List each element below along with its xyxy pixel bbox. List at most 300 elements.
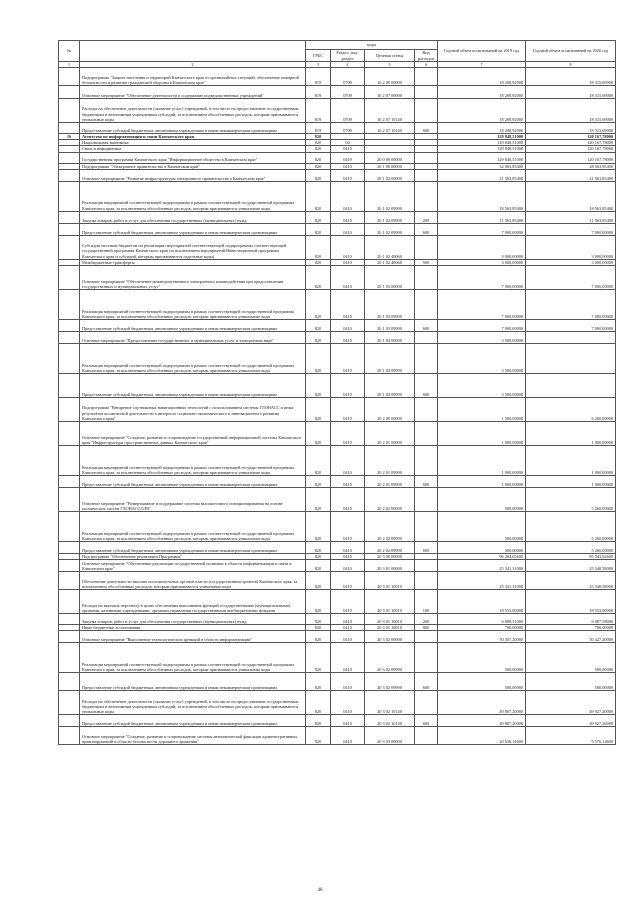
row-target: 16 2 07 10140 — [365, 99, 415, 123]
row-grbs: 820 — [306, 590, 331, 614]
table-row — [59, 99, 616, 123]
row-vid: 600 — [415, 542, 438, 554]
row-name: Предоставление субсидий бюджетным, автономным учреждениям и иным некоммерческим организациям — [80, 320, 306, 332]
row-target: 20 1 00 00000 — [365, 163, 415, 169]
row-vid — [415, 488, 438, 512]
row-target: 20 1 02 40060 — [365, 259, 415, 265]
row-amount-2019: 129 848,51000 — [438, 134, 526, 140]
row-target: 20 1 03 09990 — [365, 290, 415, 320]
row-vid — [415, 727, 438, 745]
row-vid — [415, 560, 438, 572]
row-section: 0410 — [331, 512, 365, 542]
row-name: Основное мероприятие "Обеспечение реализации государственной политики в области информатизации и связи в Камчатском крае" — [80, 560, 306, 572]
table-row — [59, 181, 616, 211]
row-number — [59, 691, 80, 715]
header-name — [80, 41, 306, 62]
row-amount-2019: 11 563,85400 — [438, 211, 526, 223]
table-row — [59, 691, 616, 715]
row-amount-2020: 120 167,78000 — [526, 134, 616, 140]
row-amount-2019: 49 807,20000 — [438, 691, 526, 715]
row-name: Реализация мероприятий соответствующей подпрограммы в рамках соответствующей государственной программы Камчатского края, за исключением обособленных расходов, которым присваиваются уникальные коды — [80, 181, 306, 211]
row-grbs: 820 — [306, 374, 331, 398]
row-grbs: 820 — [306, 332, 331, 344]
row-number — [59, 572, 80, 590]
row-amount-2020: 18 315,69000 — [526, 68, 616, 86]
row-target: 20 2 00 00000 — [365, 398, 415, 422]
row-vid: 200 — [415, 614, 438, 625]
row-vid: 600 — [415, 223, 438, 235]
row-section: 0410 — [331, 590, 365, 614]
column-number: 1 — [59, 62, 80, 68]
row-target: 20 3 03 00000 — [365, 727, 415, 745]
row-section: 0410 — [331, 259, 365, 265]
table-row — [59, 211, 616, 223]
row-grbs: 820 — [306, 320, 331, 332]
row-section: 0410 — [331, 344, 365, 374]
row-section: 0410 — [331, 398, 365, 422]
row-amount-2020: 5 260,00000 — [526, 512, 616, 542]
row-vid: 800 — [415, 625, 438, 631]
row-name: Предоставление субсидий бюджетным, автономным учреждениям и иным некоммерческим организациям — [80, 123, 306, 134]
row-vid: 600 — [415, 320, 438, 332]
row-number: 16 — [59, 134, 80, 140]
row-section: 0410 — [331, 374, 365, 398]
row-number — [59, 590, 80, 614]
row-name: Реализация мероприятий соответствующей подпрограммы в рамках соответствующей государственной программы Камчатского края, за исключением обособленных расходов, которым присваиваются уникальные коды — [80, 643, 306, 673]
table-row — [59, 86, 616, 99]
row-number — [59, 476, 80, 488]
table-row — [59, 476, 616, 488]
row-name: Закупка товаров, работ и услуг для обеспечения государственных (муниципальных) нужд — [80, 614, 306, 625]
row-amount-2019: 1 500,00000 — [438, 398, 526, 422]
row-target: 20 1 03 00000 — [365, 266, 415, 290]
column-number: 7 — [438, 62, 526, 68]
row-amount-2019: 129 848,51000 — [438, 152, 526, 163]
row-amount-2019: 3 500,00000 — [438, 344, 526, 374]
row-target: 20 1 02 09990 — [365, 211, 415, 223]
row-amount-2019: 129 848,51000 — [438, 140, 526, 146]
row-vid: 100 — [415, 590, 438, 614]
row-grbs: 820 — [306, 223, 331, 235]
row-grbs: 820 — [306, 134, 331, 140]
table-row — [59, 422, 616, 446]
row-section: 0410 — [331, 715, 365, 727]
row-grbs: 820 — [306, 625, 331, 631]
row-vid — [415, 446, 438, 476]
row-target: 20 3 00 00000 — [365, 554, 415, 560]
row-vid — [415, 290, 438, 320]
row-section: 0410 — [331, 446, 365, 476]
row-name: Реализация мероприятий соответствующей подпрограммы в рамках соответствующей государственной программы Камчатского края, за исключением обособленных расходов, которым присваиваются уникальные коды — [80, 344, 306, 374]
row-target: 20 3 01 10010 — [365, 590, 415, 614]
row-name: Основное мероприятие "Обеспечение межведомственного электронного взаимодействия при предоставлении государственных и муниципальных услуг" — [80, 266, 306, 290]
row-amount-2020 — [526, 344, 616, 374]
row-section: 0410 — [331, 235, 365, 259]
row-amount-2019: 1 000,00000 — [438, 476, 526, 488]
row-amount-2019: 18 208,92000 — [438, 123, 526, 134]
row-target: 20 3 02 00000 — [365, 631, 415, 643]
header-amount-2020: Годовой объем ассигнований на 2020 год — [526, 41, 616, 62]
row-amount-2019: 20 636,14600 — [438, 727, 526, 745]
row-grbs: 820 — [306, 476, 331, 488]
row-number — [59, 614, 80, 625]
row-section: 0410 — [331, 332, 365, 344]
row-amount-2020: 18 553,00000 — [526, 590, 616, 614]
row-grbs: 820 — [306, 422, 331, 446]
row-section: 0410 — [331, 631, 365, 643]
row-target: 20 2 01 09990 — [365, 476, 415, 488]
row-amount-2020: 500,00000 — [526, 673, 616, 691]
row-target: 20 1 02 09990 — [365, 181, 415, 211]
row-grbs: 820 — [306, 152, 331, 163]
row-section: 0410 — [331, 625, 365, 631]
row-name: Основное мероприятие "Предоставление государственных и муниципальных услуг в электронном виде" — [80, 332, 306, 344]
budget-table — [58, 40, 616, 745]
row-vid — [415, 344, 438, 374]
row-grbs: 820 — [306, 235, 331, 259]
table-row — [59, 727, 616, 745]
column-number: 3 — [306, 62, 331, 68]
row-vid — [415, 169, 438, 181]
row-number — [59, 398, 80, 422]
row-number — [59, 290, 80, 320]
table-row — [59, 344, 616, 374]
row-target: 16 2 00 00000 — [365, 68, 415, 86]
header-codes: коды — [306, 41, 438, 50]
row-amount-2020: 25 340,58000 — [526, 560, 616, 572]
row-amount-2020: 3 000,00000 — [526, 259, 616, 265]
row-amount-2020: 11 563,85400 — [526, 211, 616, 223]
row-section: 0410 — [331, 290, 365, 320]
row-vid: 500 — [415, 259, 438, 265]
row-grbs: 820 — [306, 488, 331, 512]
row-amount-2020 — [526, 374, 616, 398]
row-amount-2020: 1 000,00000 — [526, 422, 616, 446]
row-amount-2019: 500,00000 — [438, 488, 526, 512]
row-section: 0410 — [331, 572, 365, 590]
row-amount-2019: 1 000,00000 — [438, 422, 526, 446]
row-vid — [415, 68, 438, 86]
row-vid: 600 — [415, 123, 438, 134]
row-number — [59, 560, 80, 572]
row-section: 0410 — [331, 422, 365, 446]
table-row — [59, 320, 616, 332]
row-vid — [415, 152, 438, 163]
row-name: Расходы на обеспечение деятельности (оказание услуг) учреждений, в том числе на предоставление государственным бюджетным и автономным учреждениям субсидий, за исключением обособленных расходов, которым присваиваются уникальные коды — [80, 691, 306, 715]
row-name: Закупка товаров, работ и услуг для обеспечения государственных (муниципальных) нужд — [80, 211, 306, 223]
row-section: 0410 — [331, 181, 365, 211]
row-amount-2019: 96 284,65600 — [438, 554, 526, 560]
row-section: 0410 — [331, 146, 365, 152]
row-target: 20 3 01 00000 — [365, 560, 415, 572]
row-grbs: 820 — [306, 140, 331, 146]
table-row — [59, 169, 616, 181]
row-number — [59, 169, 80, 181]
row-number — [59, 223, 80, 235]
row-section: 0410 — [331, 488, 365, 512]
row-amount-2020: 7 000,00000 — [526, 266, 616, 290]
row-name: Основное мероприятие "Создание, развитие и сопровождение системы автоматической фиксации административных правонарушений в области безопасности дорожного движения" — [80, 727, 306, 745]
row-section: 0410 — [331, 727, 365, 745]
row-amount-2019: 3 000,00000 — [438, 235, 526, 259]
row-amount-2019: 7 000,00000 — [438, 266, 526, 290]
row-name: Подпрограмма "Электронное правительство в Камчатском крае" — [80, 163, 306, 169]
row-amount-2020: 18 315,69000 — [526, 123, 616, 134]
table-row — [59, 488, 616, 512]
row-name: Реализация мероприятий соответствующей подпрограммы в рамках соответствующей государственной программы Камчатского края, за исключением обособленных расходов, которым присваиваются уникальные коды — [80, 512, 306, 542]
row-vid — [415, 512, 438, 542]
row-name: Обеспечение деятельности высших исполнительных органов власти (государственных органов) Камчатского края, за исключением обособленных расходов, которым присваиваются уникальные коды — [80, 572, 306, 590]
row-name: Предоставление субсидий бюджетным, автономным учреждениям и иным некоммерческим организациям — [80, 476, 306, 488]
row-target: 16 2 07 00000 — [365, 86, 415, 99]
row-amount-2020: 49 927,20000 — [526, 691, 616, 715]
row-number — [59, 68, 80, 86]
table-row — [59, 266, 616, 290]
row-section: 0410 — [331, 223, 365, 235]
row-amount-2020: 3 000,00000 — [526, 235, 616, 259]
table-row — [59, 123, 616, 134]
table-row — [59, 590, 616, 614]
row-vid: 600 — [415, 374, 438, 398]
row-section: 0410 — [331, 542, 365, 554]
row-name: Основное мероприятие "Развитие инфраструктуры электронного правительства в Камчатском крае" — [80, 169, 306, 181]
row-target: 20 0 00 00000 — [365, 152, 415, 163]
row-amount-2019: 6 088,31000 — [438, 614, 526, 625]
row-vid — [415, 572, 438, 590]
row-grbs: 820 — [306, 146, 331, 152]
row-name: Субсидии местным бюджетам на реализацию мероприятий соответствующей подпрограммы соответствующей государственной программы Камчатского края (за исключением мероприятий Инвестиционной программы Камчатского края и субсидий, которым присваиваются отдельные коды) — [80, 235, 306, 259]
row-vid — [415, 99, 438, 123]
row-section: 0709 — [331, 86, 365, 99]
row-number — [59, 422, 80, 446]
row-amount-2020: 6 087,58000 — [526, 614, 616, 625]
row-target: 20 2 02 00000 — [365, 488, 415, 512]
header-vid: Вид расходов — [415, 50, 438, 62]
row-target: 20 2 01 09990 — [365, 446, 415, 476]
row-grbs: 820 — [306, 715, 331, 727]
column-number: 6 — [415, 62, 438, 68]
row-amount-2020: 49 927,20000 — [526, 715, 616, 727]
row-grbs: 820 — [306, 643, 331, 673]
row-name: Связь и информатика — [80, 146, 306, 152]
row-amount-2020: 18 563,85400 — [526, 181, 616, 211]
row-name: Межбюджетные трансферты — [80, 259, 306, 265]
page-number: 48 — [317, 888, 323, 893]
row-amount-2019: 21 563,85400 — [438, 169, 526, 181]
row-amount-2019: 700,00000 — [438, 625, 526, 631]
header-no: № — [59, 41, 80, 62]
row-number — [59, 320, 80, 332]
row-vid — [415, 643, 438, 673]
row-vid: 200 — [415, 211, 438, 223]
row-number — [59, 211, 80, 223]
column-number: 4 — [331, 62, 365, 68]
row-number — [59, 631, 80, 643]
row-amount-2020: 7 000,00000 — [526, 290, 616, 320]
row-amount-2020: 18 315,69000 — [526, 86, 616, 99]
row-section: 0410 — [331, 554, 365, 560]
row-name: Предоставление субсидий бюджетным, автономным учреждениям и иным некоммерческим организациям — [80, 715, 306, 727]
row-number — [59, 235, 80, 259]
table-row — [59, 560, 616, 572]
row-vid: 600 — [415, 476, 438, 488]
row-grbs: 820 — [306, 673, 331, 691]
header-target: Целевая статья — [365, 50, 415, 62]
row-amount-2019: 3 500,00000 — [438, 332, 526, 344]
row-target: 20 1 02 40060 — [365, 235, 415, 259]
row-number — [59, 123, 80, 134]
column-number: 2 — [80, 62, 306, 68]
row-vid — [415, 235, 438, 259]
row-amount-2019: 50 307,20000 — [438, 631, 526, 643]
row-amount-2020: 1 000,00000 — [526, 476, 616, 488]
row-grbs: 820 — [306, 560, 331, 572]
row-name: Предоставление субсидий бюджетным, автономным учреждениям и иным некоммерческим организациям — [80, 673, 306, 691]
row-grbs: 820 — [306, 691, 331, 715]
row-grbs: 820 — [306, 259, 331, 265]
row-number — [59, 727, 80, 745]
row-grbs: 820 — [306, 398, 331, 422]
table-row — [59, 673, 616, 691]
row-target: 20 1 02 09990 — [365, 223, 415, 235]
row-number — [59, 86, 80, 99]
row-name: Основное мероприятие "Обеспечение деятельности и содержание подведомственных учреждений" — [80, 86, 306, 99]
row-section: 0410 — [331, 691, 365, 715]
row-amount-2020: 85 343,92600 — [526, 554, 616, 560]
row-amount-2020: 500,00000 — [526, 643, 616, 673]
table-row — [59, 631, 616, 643]
row-vid — [415, 398, 438, 422]
row-amount-2019: 32 063,85400 — [438, 163, 526, 169]
table-row — [59, 542, 616, 554]
row-grbs: 820 — [306, 542, 331, 554]
row-grbs: 820 — [306, 169, 331, 181]
row-vid: 600 — [415, 715, 438, 727]
row-amount-2020: 18 315,69000 — [526, 99, 616, 123]
row-target: 20 1 04 09990 — [365, 374, 415, 398]
row-number — [59, 542, 80, 554]
row-number — [59, 512, 80, 542]
table-row — [59, 374, 616, 398]
row-grbs: 819 — [306, 99, 331, 123]
row-target: 20 3 02 09990 — [365, 643, 415, 673]
row-number — [59, 152, 80, 163]
row-amount-2020: 5 260,00000 — [526, 488, 616, 512]
row-grbs: 820 — [306, 554, 331, 560]
row-vid — [415, 332, 438, 344]
row-grbs: 820 — [306, 211, 331, 223]
row-amount-2019: 129 848,51000 — [438, 146, 526, 152]
table-row — [59, 235, 616, 259]
row-name: Государственная программа Камчатского края "Информационное общество в Камчатском крае" — [80, 152, 306, 163]
row-amount-2019: 7 000,00000 — [438, 223, 526, 235]
row-grbs: 820 — [306, 446, 331, 476]
row-target: 20 3 01 10010 — [365, 625, 415, 631]
table-row — [59, 643, 616, 673]
row-grbs: 820 — [306, 512, 331, 542]
row-number — [59, 344, 80, 374]
row-number — [59, 643, 80, 673]
row-section: 0410 — [331, 673, 365, 691]
row-name: Расходы на выплаты персоналу в целях обеспечения выполнения функций государственными (муниципальными) органами, казенными учреждениями, органами управления государственными внебюджетными фондами — [80, 590, 306, 614]
row-number — [59, 99, 80, 123]
row-number — [59, 266, 80, 290]
row-amount-2020: 120 167,78000 — [526, 140, 616, 146]
row-amount-2019: 500,00000 — [438, 643, 526, 673]
row-target: 20 1 02 00000 — [365, 169, 415, 181]
header-grbs: ГРБС — [306, 50, 331, 62]
row-vid — [415, 691, 438, 715]
row-name: Подпрограмма "Защита населения и территорий Камчатского края от чрезвычайных ситуаций, обеспечение пожарной безопасности и развитие гражданской обороны в Камчатском крае" — [80, 68, 306, 86]
row-number — [59, 715, 80, 727]
header-amount-2019: Годовой объем ассигнований на 2019 год — [438, 41, 526, 62]
row-amount-2019: 7 000,00000 — [438, 320, 526, 332]
row-vid — [415, 86, 438, 99]
row-amount-2019: 18 208,92000 — [438, 68, 526, 86]
table-body — [59, 68, 616, 745]
row-name: Агентство по информатизации и связи Камчатского края — [80, 134, 306, 140]
row-target: 20 3 02 09990 — [365, 673, 415, 691]
row-section: 0410 — [331, 266, 365, 290]
table-row — [59, 398, 616, 422]
row-grbs: 820 — [306, 344, 331, 374]
row-name: Иные бюджетные ассигнования — [80, 625, 306, 631]
row-amount-2019: 18 208,92000 — [438, 99, 526, 123]
row-name: Предоставление субсидий бюджетным, автономным учреждениям и иным некоммерческим организациям — [80, 374, 306, 398]
row-amount-2019: 49 807,20000 — [438, 715, 526, 727]
row-name: Основное мероприятие "Создание, развитие и сопровождение государственной информационной системы Камчатского края "Инфраструктура пространственных данных Камчатского края" — [80, 422, 306, 446]
row-target: 20 2 02 09990 — [365, 542, 415, 554]
row-number — [59, 488, 80, 512]
row-amount-2019: 3 500,00000 — [438, 374, 526, 398]
row-amount-2020: 28 563,85400 — [526, 163, 616, 169]
row-target: 20 1 03 09990 — [365, 320, 415, 332]
row-amount-2020: 7 000,00000 — [526, 223, 616, 235]
row-vid — [415, 422, 438, 446]
row-amount-2019: 7 000,00000 — [438, 290, 526, 320]
row-amount-2020: 9 576,14600 — [526, 727, 616, 745]
row-target: 16 2 07 10140 — [365, 123, 415, 134]
table-row — [59, 614, 616, 625]
row-section: 0410 — [331, 560, 365, 572]
row-section: 0410 — [331, 152, 365, 163]
row-name: Основное мероприятие "Выполнение технологических функций в области информатизации" — [80, 631, 306, 643]
row-name: Расходы на обеспечение деятельности (оказание услуг) учреждений, в том числе на предоставление государственным бюджетным и автономным учреждениям субсидий, за исключением обособленных расходов, которым присваиваются уникальные коды — [80, 99, 306, 123]
row-amount-2020: 25 340,58000 — [526, 572, 616, 590]
row-target: 20 3 02 10140 — [365, 691, 415, 715]
row-section: 0410 — [331, 163, 365, 169]
table-row — [59, 715, 616, 727]
row-amount-2020: 120 167,78000 — [526, 146, 616, 152]
table-row — [59, 512, 616, 542]
column-number: 5 — [365, 62, 415, 68]
row-amount-2019: 500,00000 — [438, 542, 526, 554]
table-row — [59, 290, 616, 320]
row-section: 0410 — [331, 643, 365, 673]
row-name: Предоставление субсидий бюджетным, автономным учреждениям и иным некоммерческим организациям — [80, 542, 306, 554]
row-amount-2020: 7 000,00000 — [526, 320, 616, 332]
row-section: 0410 — [331, 476, 365, 488]
row-grbs: 819 — [306, 123, 331, 134]
row-grbs: 819 — [306, 68, 331, 86]
row-name: Подпрограмма "Обеспечение реализации Программы" — [80, 554, 306, 560]
row-amount-2019: 18 563,85400 — [438, 181, 526, 211]
row-section: 0410 — [331, 320, 365, 332]
row-target: 20 1 04 00000 — [365, 332, 415, 344]
row-name: Реализация мероприятий соответствующей подпрограммы в рамках соответствующей государственной программы Камчатского края, за исключением обособленных расходов, которым присваиваются уникальные коды — [80, 446, 306, 476]
row-section: 0410 — [331, 614, 365, 625]
table-row — [59, 572, 616, 590]
